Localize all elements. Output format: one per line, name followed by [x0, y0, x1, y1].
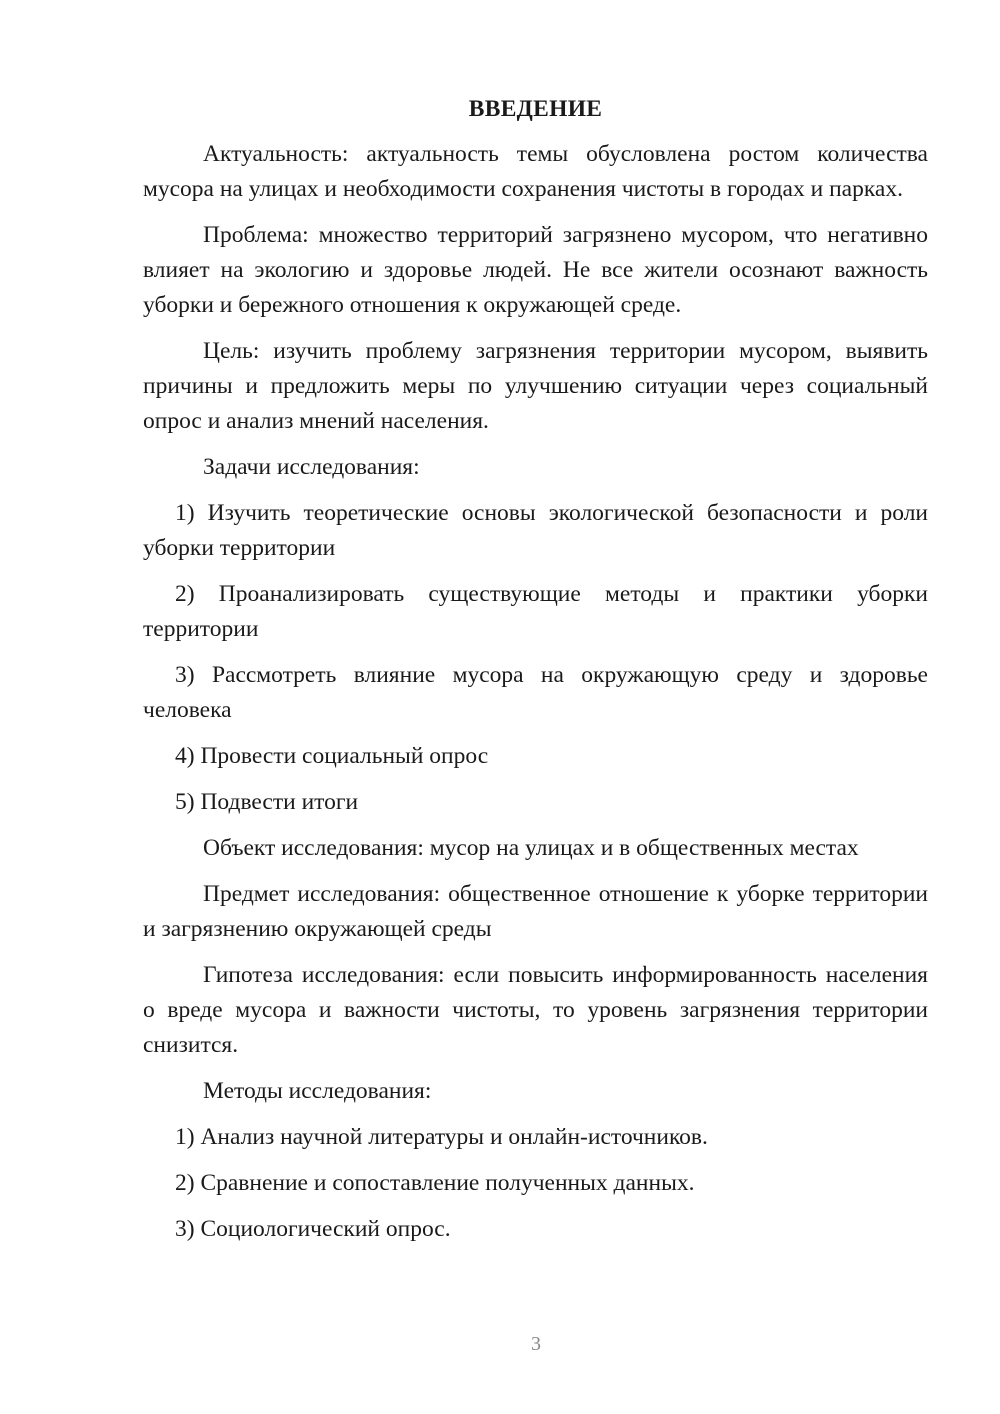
object-paragraph: Объект исследования: мусор на улицах и в общественных местах — [203, 835, 859, 861]
task-item-2: 2) Проанализировать существующие методы и практики уборки территории — [143, 581, 928, 642]
section-title: ВВЕДЕНИЕ — [468, 96, 603, 122]
task-item-1: 1) Изучить теоретические основы экологической безопасности и роли уборки территории — [143, 500, 928, 561]
problem-paragraph: Проблема: множество территорий загрязнено мусором, что негативно влияет на экологию и здоровье людей. Не все жители осознают важность уборки и бережного отношения к окружающей среде. — [143, 222, 928, 318]
method-item-2: 2) Сравнение и сопоставление полученных данных. — [175, 1170, 695, 1196]
goal-paragraph: Цель: изучить проблему загрязнения территории мусором, выявить причины и предложить меры по улучшению ситуации через социальный опрос и анализ мнений населения. — [143, 338, 928, 434]
hypothesis-paragraph: Гипотеза исследования: если повысить информированность населения о вреде мусора и важности чистоты, то уровень загрязнения территории снизится. — [143, 962, 928, 1058]
method-item-3: 3) Социологический опрос. — [175, 1216, 451, 1242]
tasks-heading: Задачи исследования: — [203, 454, 420, 480]
task-item-4: 4) Провести социальный опрос — [175, 743, 489, 769]
relevance-paragraph: Актуальность: актуальность темы обусловлена ростом количества мусора на улицах и необходимости сохранения чистоты в городах и парках. — [143, 141, 928, 202]
task-item-3: 3) Рассмотреть влияние мусора на окружающую среду и здоровье человека — [143, 662, 928, 723]
page-number: 3 — [531, 1333, 541, 1355]
task-item-5: 5) Подвести итоги — [175, 789, 359, 815]
method-item-1: 1) Анализ научной литературы и онлайн-источников. — [175, 1124, 708, 1150]
methods-heading: Методы исследования: — [203, 1078, 432, 1104]
subject-paragraph: Предмет исследования: общественное отношение к уборке территории и загрязнению окружающей среды — [143, 881, 928, 942]
page-content — [143, 92, 928, 1258]
